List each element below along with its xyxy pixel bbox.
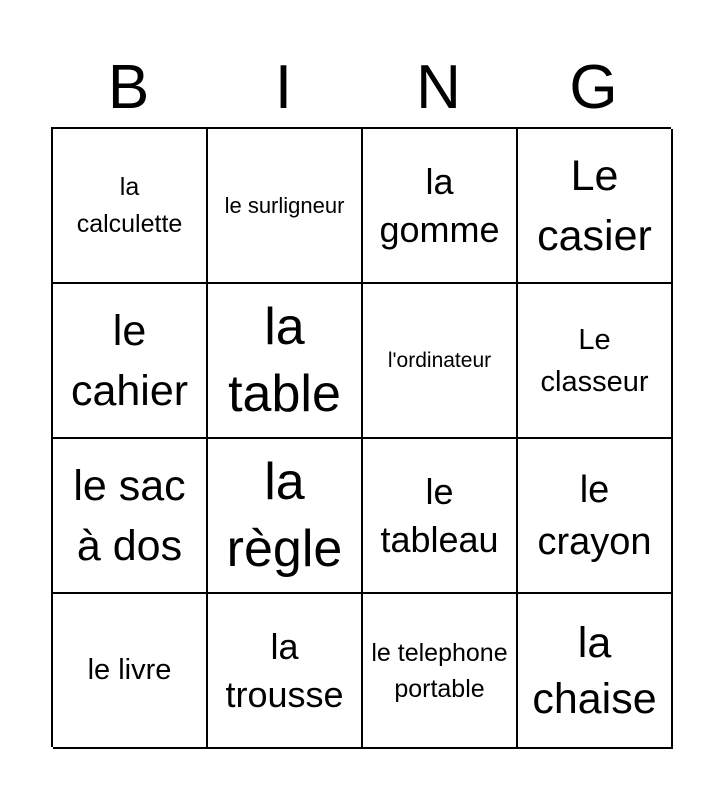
- bingo-card-grid: [51, 127, 671, 747]
- cell-text: la chaise: [532, 618, 657, 723]
- bingo-cell[interactable]: [363, 439, 518, 594]
- cell-text: l'ordinateur: [387, 348, 492, 372]
- cell-text: Le classeur: [540, 323, 649, 398]
- header-letter-n: N: [416, 53, 461, 122]
- bingo-cell[interactable]: [518, 439, 673, 594]
- bingo-cell[interactable]: [363, 129, 518, 284]
- bingo-cell[interactable]: [208, 594, 363, 749]
- cell-text: la règle: [226, 452, 343, 578]
- cell-text: le livre: [87, 654, 172, 686]
- bingo-cell[interactable]: [53, 129, 208, 284]
- bingo-cell[interactable]: [208, 439, 363, 594]
- cell-text: la calculette: [76, 172, 183, 238]
- bingo-cell[interactable]: [363, 594, 518, 749]
- bingo-cell[interactable]: [518, 284, 673, 439]
- header-letter-b: B: [107, 53, 150, 122]
- cell-text: le sac à dos: [73, 461, 186, 570]
- header-letter-i: I: [274, 53, 293, 122]
- cell-text: le tableau: [380, 470, 499, 560]
- header-letter-g: G: [569, 53, 618, 122]
- bingo-cell[interactable]: [518, 594, 673, 749]
- bingo-cell[interactable]: [53, 284, 208, 439]
- cell-text: le cahier: [70, 306, 189, 415]
- bingo-cell[interactable]: [208, 129, 363, 284]
- bingo-header: [51, 52, 671, 124]
- cell-text: la table: [228, 297, 341, 423]
- cell-text: Le casier: [537, 151, 652, 260]
- bingo-cell[interactable]: [53, 594, 208, 749]
- bingo-cell[interactable]: [53, 439, 208, 594]
- cell-text: la gomme: [379, 160, 500, 250]
- bingo-cell[interactable]: [518, 129, 673, 284]
- bingo-cell[interactable]: [363, 284, 518, 439]
- cell-text: le crayon: [537, 468, 652, 563]
- cell-text: le telephone portable: [371, 638, 508, 703]
- cell-text: le surligneur: [224, 192, 345, 218]
- bingo-cell[interactable]: [208, 284, 363, 439]
- cell-text: la trousse: [225, 625, 344, 715]
